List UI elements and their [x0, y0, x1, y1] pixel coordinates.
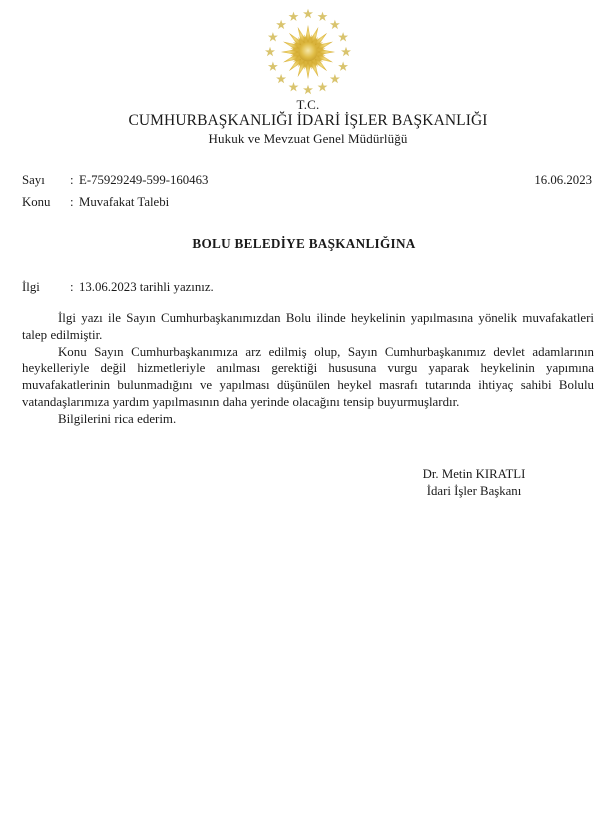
letterhead-country-code: T.C. — [296, 97, 320, 112]
related-reference-line — [22, 280, 594, 295]
signatory-name: Dr. Metin KIRATLI — [422, 467, 526, 481]
reference-subject-row — [22, 195, 594, 217]
signatory-title: İdari İşler Başkanı — [426, 483, 522, 498]
letterhead-organization: CUMHURBAŞKANLIĞI İDARİ İŞLER BAŞKANLIĞI — [128, 112, 488, 130]
reference-number-label: Sayı — [22, 173, 45, 187]
related-reference-label: İlgi — [22, 280, 40, 294]
document-body — [22, 310, 594, 427]
related-reference-colon: : — [70, 280, 74, 294]
body-paragraph-1: İlgi yazı ile Sayın Cumhurbaşkanımızdan Bolu ilinde heykelinin yapılmasına yönelik muvafakatleri talep edilmiştir. — [22, 311, 594, 342]
reference-number-row — [22, 173, 594, 195]
emblem-container — [0, 8, 616, 98]
related-reference-value: 13.06.2023 tarihli yazınız. — [79, 280, 214, 294]
letterhead-department: Hukuk ve Mevzuat Genel Müdürlüğü — [208, 130, 408, 146]
reference-number-colon: : — [70, 173, 74, 187]
reference-block — [22, 173, 594, 217]
turkish-presidency-seal-icon — [252, 8, 364, 98]
body-paragraph-3: Bilgilerini rica ederim. — [58, 411, 177, 426]
reference-subject-label: Konu — [22, 195, 51, 209]
body-paragraph-2: Konu Sayın Cumhurbaşkanımıza arz edilmiş olup, Sayın Cumhurbaşkanımız devlet adamlarının heykelleriyle değil hizmetleriyle anılması gerektiği hususuna vurgu yaparak heykelinin yapımına muvafakatlerinin bulunmadığını ve yapılması düşünülen heykel masrafı tutarında ihtiyaç sahibi Bolulu vatandaşlarımıza yardım yapılmasının daha yerinde olacağını tensip buyurmuşlardır. — [22, 344, 594, 409]
recipient-line: BOLU BELEDİYE BAŞKANLIĞINA — [192, 236, 416, 251]
reference-number-value: E-75929249-599-160463 — [79, 173, 209, 187]
seal-sun — [281, 25, 335, 79]
letterhead — [0, 97, 616, 146]
reference-subject-value: Muvafakat Talebi — [79, 195, 170, 209]
reference-subject-colon: : — [70, 195, 74, 209]
document-date: 16.06.2023 — [534, 173, 592, 187]
signature-block — [360, 466, 588, 500]
